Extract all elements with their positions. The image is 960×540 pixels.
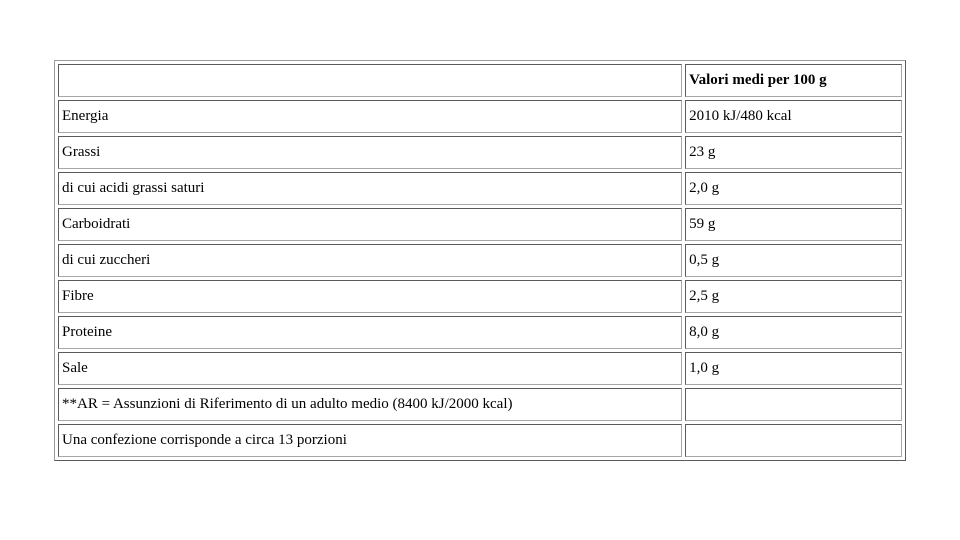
nutrient-value: 2,0 g — [685, 172, 902, 205]
nutrient-label: Proteine — [58, 316, 682, 349]
table-row — [58, 136, 902, 169]
nutrient-value: 59 g — [685, 208, 902, 241]
header-label-cell — [58, 64, 682, 97]
nutrient-label: Carboidrati — [58, 208, 682, 241]
table-header-row — [58, 64, 902, 97]
portions-note: Una confezione corrisponde a circa 13 porzioni — [58, 424, 682, 457]
nutrient-value: 2,5 g — [685, 280, 902, 313]
table-row — [58, 244, 902, 277]
nutrient-value: 2010 kJ/480 kcal — [685, 100, 902, 133]
empty-value-cell — [685, 388, 902, 421]
nutrient-label: Grassi — [58, 136, 682, 169]
nutrient-value: 8,0 g — [685, 316, 902, 349]
table-row — [58, 280, 902, 313]
table-row — [58, 208, 902, 241]
table-row — [58, 316, 902, 349]
table-row — [58, 100, 902, 133]
nutrient-label: di cui zuccheri — [58, 244, 682, 277]
nutrient-label: di cui acidi grassi saturi — [58, 172, 682, 205]
reference-intake-note: **AR = Assunzioni di Riferimento di un adulto medio (8400 kJ/2000 kcal) — [58, 388, 682, 421]
table-row — [58, 352, 902, 385]
nutrient-value: 1,0 g — [685, 352, 902, 385]
table-row — [58, 388, 902, 421]
header-value-cell: Valori medi per 100 g — [685, 64, 902, 97]
nutrient-label: Energia — [58, 100, 682, 133]
nutrient-value: 0,5 g — [685, 244, 902, 277]
nutrition-table — [54, 60, 906, 461]
nutrient-label: Sale — [58, 352, 682, 385]
nutrient-label: Fibre — [58, 280, 682, 313]
table-row — [58, 172, 902, 205]
table-row — [58, 424, 902, 457]
nutrient-value: 23 g — [685, 136, 902, 169]
empty-value-cell — [685, 424, 902, 457]
